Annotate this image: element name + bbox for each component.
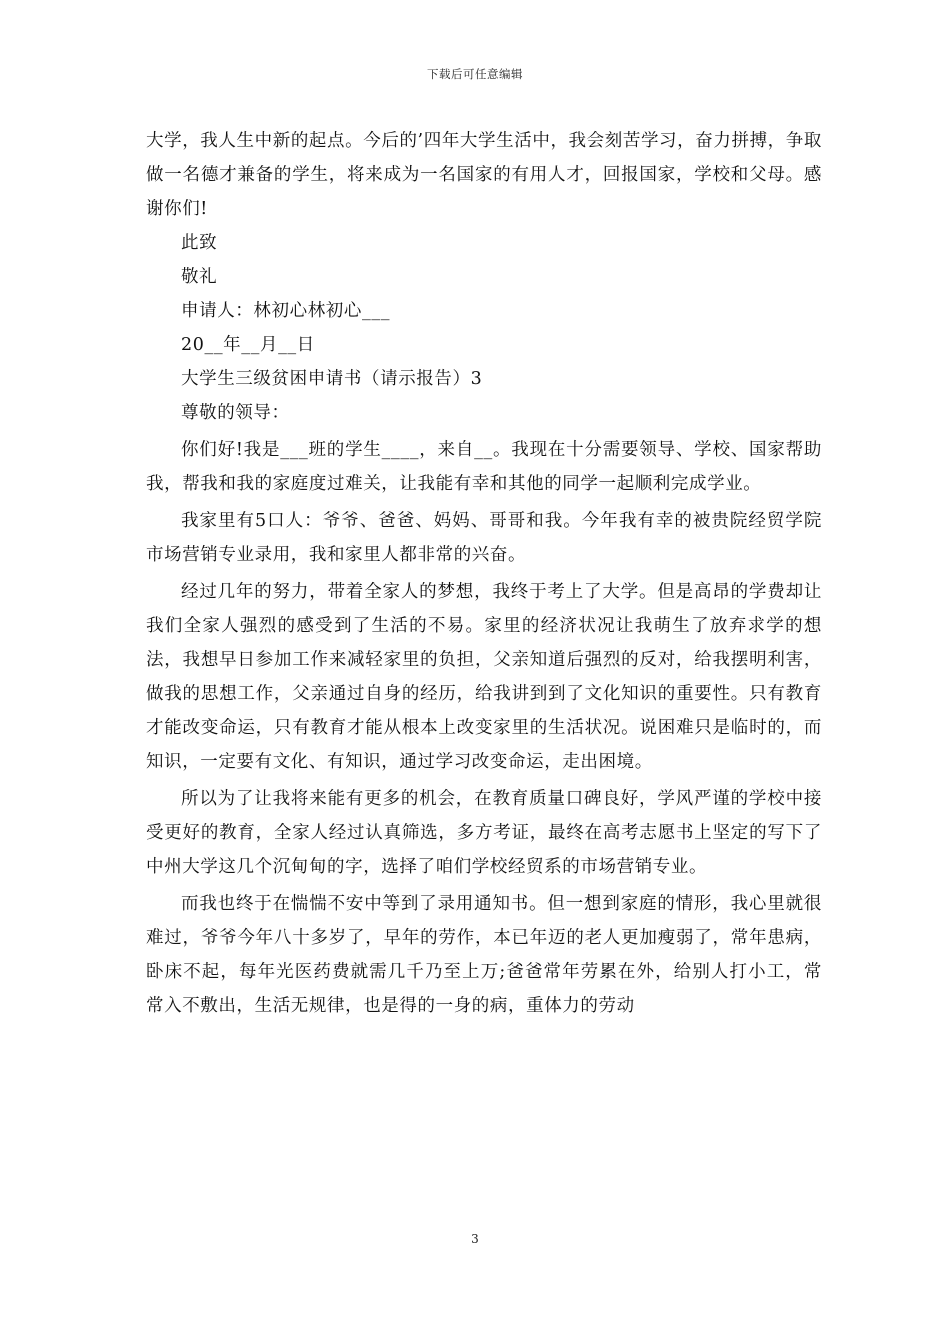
document-body [146, 124, 822, 1023]
paragraph-intro: 你们好!我是___班的学生____，来自__。我现在十分需要领导、学校、国家帮助我，帮我和我的家庭度过难关，让我能有幸和其他的同学一起顺利完成学业。 [146, 440, 822, 494]
paragraph-family: 我家里有5口人：爷爷、爸爸、妈妈、哥哥和我。今年我有幸的被贵院经贸学院市场营销专业录用，我和家里人都非常的兴奋。 [146, 511, 822, 565]
paragraph-applicant: 申请人：林初心林初心___ [181, 301, 391, 321]
paragraph-closing-statement: 大学，我人生中新的起点。今后的’四年大学生活中，我会刻苦学习，奋力拼搏，争取做一名德才兼备的学生，将来成为一名国家的有用人才，回报国家，学校和父母。感谢你们! [146, 131, 822, 219]
paragraph-salutation-cizhi: 此致 [181, 233, 218, 253]
paragraph-school-choice: 所以为了让我将来能有更多的机会，在教育质量口碑良好，学风严谨的学校中接受更好的教育，全家人经过认真筛选，多方考证，最终在高考志愿书上坚定的写下了中州大学这几个沉甸甸的字，选择了咱们学校经贸系的市场营销专业。 [146, 789, 822, 877]
page-number: 3 [471, 1232, 479, 1246]
section-title: 大学生三级贫困申请书（请示报告）3 [181, 369, 483, 389]
paragraph-effort: 经过几年的努力，带着全家人的梦想，我终于考上了大学。但是高昂的学费却让我们全家人强烈的感受到了生活的不易。家里的经济状况让我萌生了放弃求学的想法，我想早日参加工作来减轻家里的负担，父亲知道后强烈的反对，给我摆明利害，做我的思想工作，父亲通过自身的经历，给我讲到到了文化知识的重要性。只有教育才能改变命运，只有教育才能从根本上改变家里的生活状况。说困难只是临时的，而知识，一定要有文化、有知识，通过学习改变命运，走出困境。 [146, 582, 822, 772]
header-note: 下载后可任意编辑 [427, 67, 523, 81]
paragraph-salutation-jingli: 敬礼 [181, 267, 218, 287]
paragraph-admission: 而我也终于在惴惴不安中等到了录用通知书。但一想到家庭的情形，我心里就很难过，爷爷今年八十多岁了，早年的劳作，本已年迈的老人更加瘦弱了，常年患病，卧床不起，每年光医药费就需几千乃至上万;爸爸常年劳累在外，给别人打小工，常常入不敷出，生活无规律，也是得的一身的病，重体力的劳动 [146, 894, 822, 1016]
paragraph-date: 20__年__月__日 [181, 335, 315, 355]
paragraph-greeting: 尊敬的领导： [181, 403, 290, 423]
